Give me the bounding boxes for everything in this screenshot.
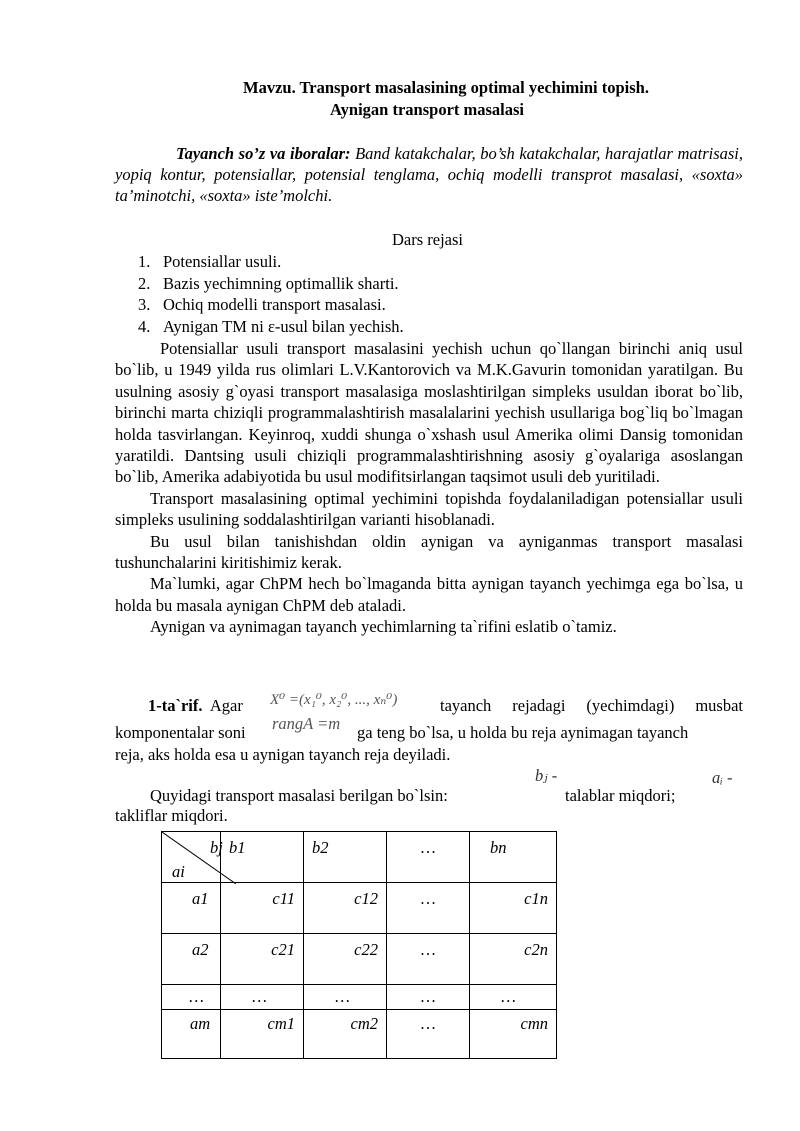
given-text-3: takliflar miqdori. (115, 806, 228, 825)
formula-x0: X⁰ =(x₁⁰, x₂⁰, ..., xₙ⁰) (270, 692, 398, 708)
plan-item-text: Bazis yechimning optimallik sharti. (163, 273, 399, 293)
plan-item-number: 3. (138, 295, 151, 314)
definition-text-2a: komponentalar soni (115, 723, 246, 742)
table-row (162, 883, 557, 934)
table-row (162, 934, 557, 985)
table-corner-cell (162, 832, 221, 883)
definition-text-1: tayanch rejadagi (yechimdagi) musbat (440, 696, 743, 715)
table-row-label: a2 (162, 934, 221, 985)
given-bj: bⱼ - (535, 766, 558, 785)
table-cell: cm1 (221, 1010, 304, 1059)
table-header-cell: … (387, 832, 470, 883)
table-cell: c22 (304, 934, 387, 985)
definition-agar: Agar (209, 696, 243, 715)
plan-title: Dars rejasi (391, 230, 463, 249)
paragraph: Transport masalasining optimal yechimini topishda foydalaniladigan potensiallar usuli simpleks usulining soddalashtirilgan varianti hisoblanadi. (115, 488, 743, 530)
plan-item-number: 4. (138, 316, 151, 336)
given-text-1: Quyidagi transport masalasi berilgan bo`lsin: (150, 786, 448, 805)
table-cell: … (304, 985, 387, 1010)
table-header-cell: b2 (304, 832, 387, 883)
definition-text-2b: ga teng bo`lsa, u holda bu reja aynimagan tayanch (357, 723, 689, 742)
paragraph: Potensiallar usuli transport masalasini yechish uchun qo`llangan birinchi aniq usul bo`lib, u 1949 yilda rus olimlari L.V.Kantorovich va M.K.Gavurin tomonidan yaratilgan. Bu usulning asosiy g`oyasi transport masalasiga moslashtirilgan simpleks usuldan iborat bo`lib, birinchi marta chiziqli programmalashtirish masalalarini yechish usullariga bog`liq bo`lmagan holda tasvirlangan. Keyinroq, xuddi shunga o`xshash usul Amerika olimi Dansig tomonidan yaratildi. Dantsing usuli chiziqli programmalashtirishning asosiy g`oyalariga asoslangan bo`lib, Amerika adabiyotida bu usul modifitsirlangan taqsimot usuli deb yuritiladi. (115, 339, 743, 487)
keywords-paragraph (115, 143, 743, 206)
formula-rank: rangA =m (272, 714, 341, 733)
corner-bj: bj (210, 838, 223, 857)
body-text (115, 338, 743, 638)
plan-item-number: 1. (138, 252, 151, 271)
definition-label: 1-ta`rif. (148, 696, 203, 715)
table-cell: c2n (470, 934, 557, 985)
table-cell: c1n (470, 883, 557, 934)
table-row-ellipsis (162, 985, 557, 1010)
table-row-label: am (162, 1010, 221, 1059)
plan-item (138, 294, 404, 316)
table-cell: … (387, 934, 470, 985)
paragraph: Ma`lumki, agar ChPM hech bo`lmaganda bitta aynigan tayanch yechimga ega bo`lsa, u holda bu masala aynigan ChPM deb ataladi. (115, 574, 743, 615)
table-cell: … (221, 985, 304, 1010)
corner-ai: ai (172, 862, 185, 881)
table-cell: cmn (470, 1010, 557, 1059)
plan-item-text: Aynigan TM ni ε-usul bilan yechish. (163, 316, 404, 336)
table-row (162, 1010, 557, 1059)
table-cell: … (470, 985, 557, 1010)
table-cell: c11 (221, 883, 304, 934)
keywords-text: Band katakchalar, bo’sh katakchalar, harajatlar matrisasi, yopiq kontur, potensiallar, potensial tenglama, ochiq modelli transprot masalasi, «soxta» ta’minotchi, «soxta» iste’molchi. (115, 144, 744, 205)
title-line-1: Mavzu. Transport masalasining optimal yechimini topish. (243, 78, 649, 97)
table-row-label: … (162, 985, 221, 1010)
table-cell: cm2 (304, 1010, 387, 1059)
table-header-row (162, 832, 557, 883)
plan-item (138, 251, 404, 273)
given-ai: aᵢ - (712, 768, 733, 787)
table-row-label: a1 (162, 883, 221, 934)
plan-item-text: Potensiallar usuli. (163, 252, 282, 271)
definition-text-3: reja, aks holda esa u aynigan tayanch reja deyiladi. (115, 745, 451, 764)
table-cell: c12 (304, 883, 387, 934)
plan-item-text: Ochiq modelli transport masalasi. (163, 295, 386, 314)
plan-item (138, 316, 404, 338)
plan-list (138, 251, 404, 337)
title-line-2: Aynigan transport masalasi (329, 100, 525, 119)
definition-line-1 (148, 696, 243, 716)
table-header-cell: b1 (221, 832, 304, 883)
table-cell: … (387, 1010, 470, 1059)
table-header-cell: bn (470, 832, 557, 883)
table-cell: … (387, 985, 470, 1010)
plan-item-number: 2. (138, 273, 151, 293)
table-cell: c21 (221, 934, 304, 985)
given-text-2: talablar miqdori; (565, 786, 676, 805)
plan-item (138, 273, 404, 295)
paragraph: Aynigan va aynimagan tayanch yechimlarning ta`rifini eslatib o`tamiz. (150, 617, 617, 637)
keywords-label: Tayanch so’z va iboralar: (176, 144, 351, 163)
table-cell: … (387, 883, 470, 934)
cost-table (161, 831, 557, 1059)
paragraph: Bu usul bilan tanishishdan oldin aynigan va ayniganmas transport masalasi tushunchalarini kiritishimiz kerak. (115, 531, 743, 573)
